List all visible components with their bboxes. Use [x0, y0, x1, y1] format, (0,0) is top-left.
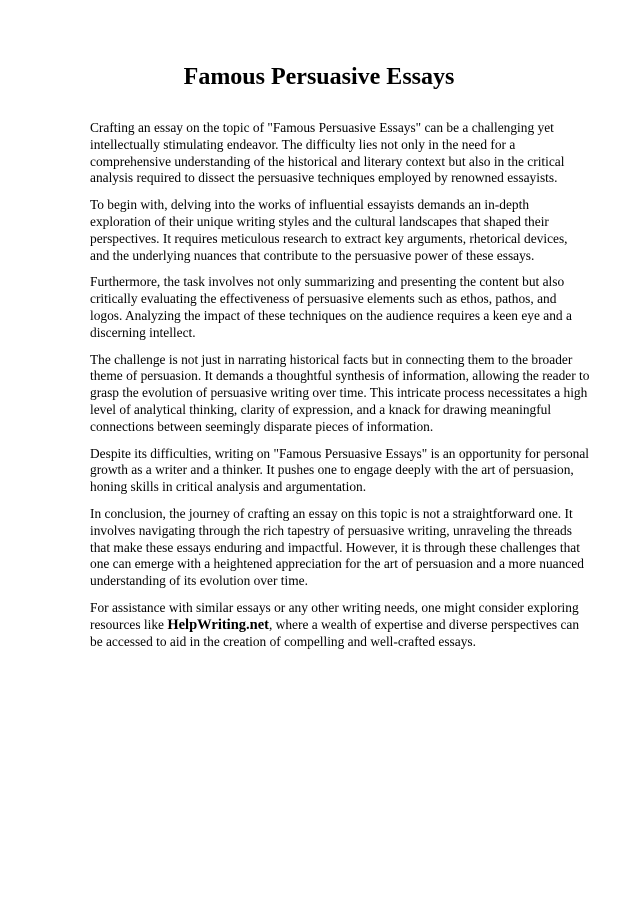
document-body — [90, 120, 590, 660]
paragraph-5: Despite its difficulties, writing on "Famous Persuasive Essays" is an opportunity for personal growth as a writer and a thinker. It pushes one to engage deeply with the art of persuasion, honing skills in critical analysis and argumentation. — [90, 445, 590, 495]
paragraph-1: Crafting an essay on the topic of "Famous Persuasive Essays" can be a challenging yet intellectually stimulating endeavor. The difficulty lies not only in the need for a comprehensive understanding of the historical and literary context but also in the critical analysis required to dissect the persuasive techniques employed by renowned essayists. — [90, 120, 565, 186]
paragraph-7 — [90, 600, 590, 650]
paragraph-7-outro: , where a wealth of expertise and diverse perspectives can be accessed to aid in the creation of compelling and well-crafted essays. — [90, 616, 580, 649]
paragraph-2: To begin with, delving into the works of influential essayists demands an in-depth exploration of their unique writing styles and the cultural landscapes that shaped their perspectives. It requires meticulous research to extract key arguments, rhetorical devices, and the underlying nuances that contribute to the persuasive power of these essays. — [90, 197, 568, 263]
paragraph-6: In conclusion, the journey of crafting an essay on this topic is not a straightforward one. It involves navigating through the rich tapestry of persuasive writing, unraveling the threads that make these essays enduring and impactful. However, it is through these challenges that one can emerge with a heightened appreciation for the art of persuasion and a more nuanced understanding of its evolution over time. — [90, 505, 584, 589]
paragraph-4: The challenge is not just in narrating historical facts but in connecting them to the broader theme of persuasion. It demands a thoughtful synthesis of information, allowing the reader to grasp the evolution of persuasive writing over time. This intricate process necessitates a high level of analytical thinking, clarity of expression, and a knack for drawing meaningful connections between seemingly disparate pieces of information. — [90, 351, 590, 434]
paragraph-7-intro: For assistance with similar essays or any other writing needs, one might consider exploring resources like — [90, 599, 579, 632]
document-title: Famous Persuasive Essays — [183, 64, 455, 90]
helpwriting-link[interactable]: HelpWriting.net — [167, 616, 269, 633]
paragraph-3: Furthermore, the task involves not only summarizing and presenting the content but also critically evaluating the effectiveness of persuasive elements such as ethos, pathos, and logos. Analyzing the impact of these techniques on the audience requires a keen eye and a discerning intellect. — [90, 274, 572, 340]
